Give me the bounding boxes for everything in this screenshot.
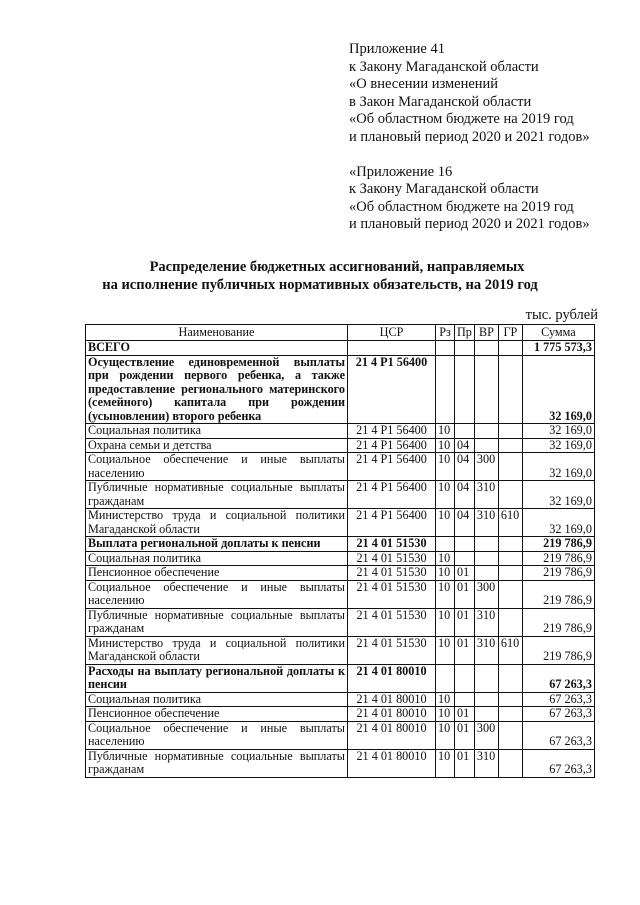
table-row bbox=[86, 636, 595, 664]
sum-cell: 219 786,9 bbox=[522, 566, 594, 581]
gr-cell bbox=[498, 453, 522, 481]
csr-cell: 21 4 01 51530 bbox=[348, 608, 436, 636]
rz-cell: 10 bbox=[436, 509, 455, 537]
title-line: Распределение бюджетных ассигнований, направляемых bbox=[149, 259, 525, 275]
table-row bbox=[86, 551, 595, 566]
sum-cell: 67 263,3 bbox=[522, 749, 594, 777]
gr-cell: 610 bbox=[498, 509, 522, 537]
table-row bbox=[86, 707, 595, 722]
pr-cell bbox=[455, 424, 475, 439]
gr-cell bbox=[498, 707, 522, 722]
units-label: тыс. рублей bbox=[525, 307, 598, 323]
row-name-cell: Публичные нормативные социальные выплаты гражданам bbox=[86, 608, 348, 636]
row-name-cell: Министерство труда и социальной политики Магаданской области bbox=[86, 636, 348, 664]
row-name-cell: Социальное обеспечение и иные выплаты населению bbox=[86, 721, 348, 749]
vr-cell: 310 bbox=[474, 608, 498, 636]
table-header-row bbox=[86, 325, 595, 341]
vr-cell: 300 bbox=[474, 721, 498, 749]
sum-cell: 67 263,3 bbox=[522, 707, 594, 722]
row-name-cell: Публичные нормативные социальные выплаты гражданам bbox=[86, 749, 348, 777]
table-row bbox=[86, 608, 595, 636]
row-name-cell: Публичные нормативные социальные выплаты гражданам bbox=[86, 481, 348, 509]
table-row bbox=[86, 566, 595, 581]
vr-cell: 300 bbox=[474, 580, 498, 608]
header-line: «Об областном бюджете на 2019 год bbox=[349, 198, 574, 215]
pr-cell bbox=[455, 341, 475, 356]
pr-cell: 01 bbox=[455, 749, 475, 777]
header-line: и плановый период 2020 и 2021 годов» bbox=[349, 128, 590, 145]
vr-cell: 310 bbox=[474, 481, 498, 509]
row-name-cell: Социальное обеспечение и иные выплаты населению bbox=[86, 580, 348, 608]
table-row bbox=[86, 721, 595, 749]
gr-cell bbox=[498, 481, 522, 509]
csr-cell: 21 4 P1 56400 bbox=[348, 355, 436, 424]
row-name-cell: Социальное обеспечение и иные выплаты населению bbox=[86, 453, 348, 481]
column-header: Рз bbox=[436, 325, 455, 341]
table-row bbox=[86, 355, 595, 424]
rz-cell: 10 bbox=[436, 636, 455, 664]
header-line: к Закону Магаданской области bbox=[349, 181, 539, 198]
vr-cell bbox=[474, 692, 498, 707]
csr-cell: 21 4 P1 56400 bbox=[348, 424, 436, 439]
row-name-cell: Социальная политика bbox=[86, 424, 348, 439]
sum-cell: 1 775 573,3 bbox=[522, 341, 594, 356]
gr-cell bbox=[498, 566, 522, 581]
row-name-cell: Социальная политика bbox=[86, 551, 348, 566]
header-line: Приложение 41 bbox=[349, 41, 445, 57]
pr-cell: 04 bbox=[455, 481, 475, 509]
rz-cell: 10 bbox=[436, 438, 455, 453]
rz-cell bbox=[436, 355, 455, 424]
row-name-cell: Пенсионное обеспечение bbox=[86, 566, 348, 581]
row-name-cell: Расходы на выплату региональной доплаты к пенсии bbox=[86, 664, 348, 692]
rz-cell: 10 bbox=[436, 453, 455, 481]
pr-cell: 01 bbox=[455, 707, 475, 722]
table-row bbox=[86, 537, 595, 552]
vr-cell bbox=[474, 424, 498, 439]
pr-cell: 04 bbox=[455, 453, 475, 481]
sum-cell: 219 786,9 bbox=[522, 580, 594, 608]
csr-cell: 21 4 01 80010 bbox=[348, 664, 436, 692]
vr-cell: 310 bbox=[474, 509, 498, 537]
rz-cell: 10 bbox=[436, 424, 455, 439]
sum-cell: 32 169,0 bbox=[522, 355, 594, 424]
vr-cell bbox=[474, 551, 498, 566]
csr-cell: 21 4 01 80010 bbox=[348, 707, 436, 722]
column-header: Сумма bbox=[522, 325, 594, 341]
budget-table bbox=[85, 324, 595, 778]
vr-cell bbox=[474, 664, 498, 692]
vr-cell bbox=[474, 341, 498, 356]
table-row bbox=[86, 481, 595, 509]
table-row bbox=[86, 424, 595, 439]
gr-cell bbox=[498, 355, 522, 424]
csr-cell: 21 4 01 80010 bbox=[348, 721, 436, 749]
gr-cell bbox=[498, 341, 522, 356]
pr-cell bbox=[455, 551, 475, 566]
pr-cell: 04 bbox=[455, 509, 475, 537]
vr-cell: 300 bbox=[474, 453, 498, 481]
column-header: ВР bbox=[474, 325, 498, 341]
header-line: к Закону Магаданской области bbox=[349, 58, 539, 75]
rz-cell bbox=[436, 664, 455, 692]
column-header: ЦСР bbox=[348, 325, 436, 341]
rz-cell: 10 bbox=[436, 580, 455, 608]
table-row bbox=[86, 341, 595, 356]
csr-cell: 21 4 01 51530 bbox=[348, 566, 436, 581]
rz-cell bbox=[436, 341, 455, 356]
vr-cell bbox=[474, 355, 498, 424]
sum-cell: 32 169,0 bbox=[522, 481, 594, 509]
column-header: Пр bbox=[455, 325, 475, 341]
pr-cell: 01 bbox=[455, 608, 475, 636]
row-name-cell: Пенсионное обеспечение bbox=[86, 707, 348, 722]
pr-cell bbox=[455, 664, 475, 692]
csr-cell: 21 4 P1 56400 bbox=[348, 509, 436, 537]
row-name-cell: Охрана семьи и детства bbox=[86, 438, 348, 453]
title-line: на исполнение публичных нормативных обязательств, на 2019 год bbox=[102, 276, 538, 293]
sum-cell: 32 169,0 bbox=[522, 438, 594, 453]
header-line: «Приложение 16 bbox=[349, 163, 453, 180]
rz-cell: 10 bbox=[436, 721, 455, 749]
vr-cell bbox=[474, 707, 498, 722]
table-row bbox=[86, 509, 595, 537]
pr-cell: 04 bbox=[455, 438, 475, 453]
rz-cell: 10 bbox=[436, 566, 455, 581]
pr-cell: 01 bbox=[455, 580, 475, 608]
table-body bbox=[86, 341, 595, 778]
pr-cell: 01 bbox=[455, 721, 475, 749]
rz-cell: 10 bbox=[436, 749, 455, 777]
vr-cell bbox=[474, 438, 498, 453]
rz-cell: 10 bbox=[436, 551, 455, 566]
vr-cell: 310 bbox=[474, 749, 498, 777]
gr-cell bbox=[498, 438, 522, 453]
vr-cell bbox=[474, 566, 498, 581]
csr-cell bbox=[348, 341, 436, 356]
row-name-cell: Выплата региональной доплаты к пенсии bbox=[86, 537, 348, 552]
document-title bbox=[0, 259, 640, 294]
gr-cell bbox=[498, 749, 522, 777]
gr-cell bbox=[498, 537, 522, 552]
gr-cell bbox=[498, 551, 522, 566]
csr-cell: 21 4 01 51530 bbox=[348, 537, 436, 552]
sum-cell: 219 786,9 bbox=[522, 636, 594, 664]
csr-cell: 21 4 P1 56400 bbox=[348, 438, 436, 453]
gr-cell bbox=[498, 424, 522, 439]
sum-cell: 219 786,9 bbox=[522, 537, 594, 552]
header-line: «О внесении изменений bbox=[349, 76, 499, 93]
gr-cell bbox=[498, 664, 522, 692]
sum-cell: 67 263,3 bbox=[522, 692, 594, 707]
table-row bbox=[86, 453, 595, 481]
sum-cell: 32 169,0 bbox=[522, 509, 594, 537]
pr-cell: 01 bbox=[455, 636, 475, 664]
rz-cell bbox=[436, 537, 455, 552]
appendix-header bbox=[349, 41, 590, 234]
table-row bbox=[86, 580, 595, 608]
row-name-cell: ВСЕГО bbox=[86, 341, 348, 356]
gr-cell bbox=[498, 580, 522, 608]
table-row bbox=[86, 692, 595, 707]
rz-cell: 10 bbox=[436, 707, 455, 722]
rz-cell: 10 bbox=[436, 608, 455, 636]
table-row bbox=[86, 438, 595, 453]
table-row bbox=[86, 664, 595, 692]
csr-cell: 21 4 01 51530 bbox=[348, 580, 436, 608]
csr-cell: 21 4 01 80010 bbox=[348, 749, 436, 777]
pr-cell bbox=[455, 537, 475, 552]
pr-cell bbox=[455, 355, 475, 424]
pr-cell bbox=[455, 692, 475, 707]
header-line: и плановый период 2020 и 2021 годов» bbox=[349, 216, 590, 233]
gr-cell: 610 bbox=[498, 636, 522, 664]
sum-cell: 219 786,9 bbox=[522, 551, 594, 566]
vr-cell: 310 bbox=[474, 636, 498, 664]
csr-cell: 21 4 01 51530 bbox=[348, 636, 436, 664]
rz-cell: 10 bbox=[436, 481, 455, 509]
pr-cell: 01 bbox=[455, 566, 475, 581]
header-line: «Об областном бюджете на 2019 год bbox=[349, 111, 574, 128]
sum-cell: 32 169,0 bbox=[522, 453, 594, 481]
column-header: Наименование bbox=[86, 325, 348, 341]
table-row bbox=[86, 749, 595, 777]
sum-cell: 32 169,0 bbox=[522, 424, 594, 439]
header-line: в Закон Магаданской области bbox=[349, 93, 532, 110]
csr-cell: 21 4 01 80010 bbox=[348, 692, 436, 707]
sum-cell: 67 263,3 bbox=[522, 664, 594, 692]
csr-cell: 21 4 01 51530 bbox=[348, 551, 436, 566]
rz-cell: 10 bbox=[436, 692, 455, 707]
row-name-cell: Министерство труда и социальной политики Магаданской области bbox=[86, 509, 348, 537]
column-header: ГР bbox=[498, 325, 522, 341]
gr-cell bbox=[498, 608, 522, 636]
csr-cell: 21 4 P1 56400 bbox=[348, 481, 436, 509]
gr-cell bbox=[498, 692, 522, 707]
sum-cell: 219 786,9 bbox=[522, 608, 594, 636]
gr-cell bbox=[498, 721, 522, 749]
vr-cell bbox=[474, 537, 498, 552]
row-name-cell: Социальная политика bbox=[86, 692, 348, 707]
csr-cell: 21 4 P1 56400 bbox=[348, 453, 436, 481]
sum-cell: 67 263,3 bbox=[522, 721, 594, 749]
row-name-cell: Осуществление единовременной выплаты при рождении первого ребенка, а также предоставление регионального материнского (семейного) капитала при рождении (усыновлении) второго ребенка bbox=[86, 355, 348, 424]
